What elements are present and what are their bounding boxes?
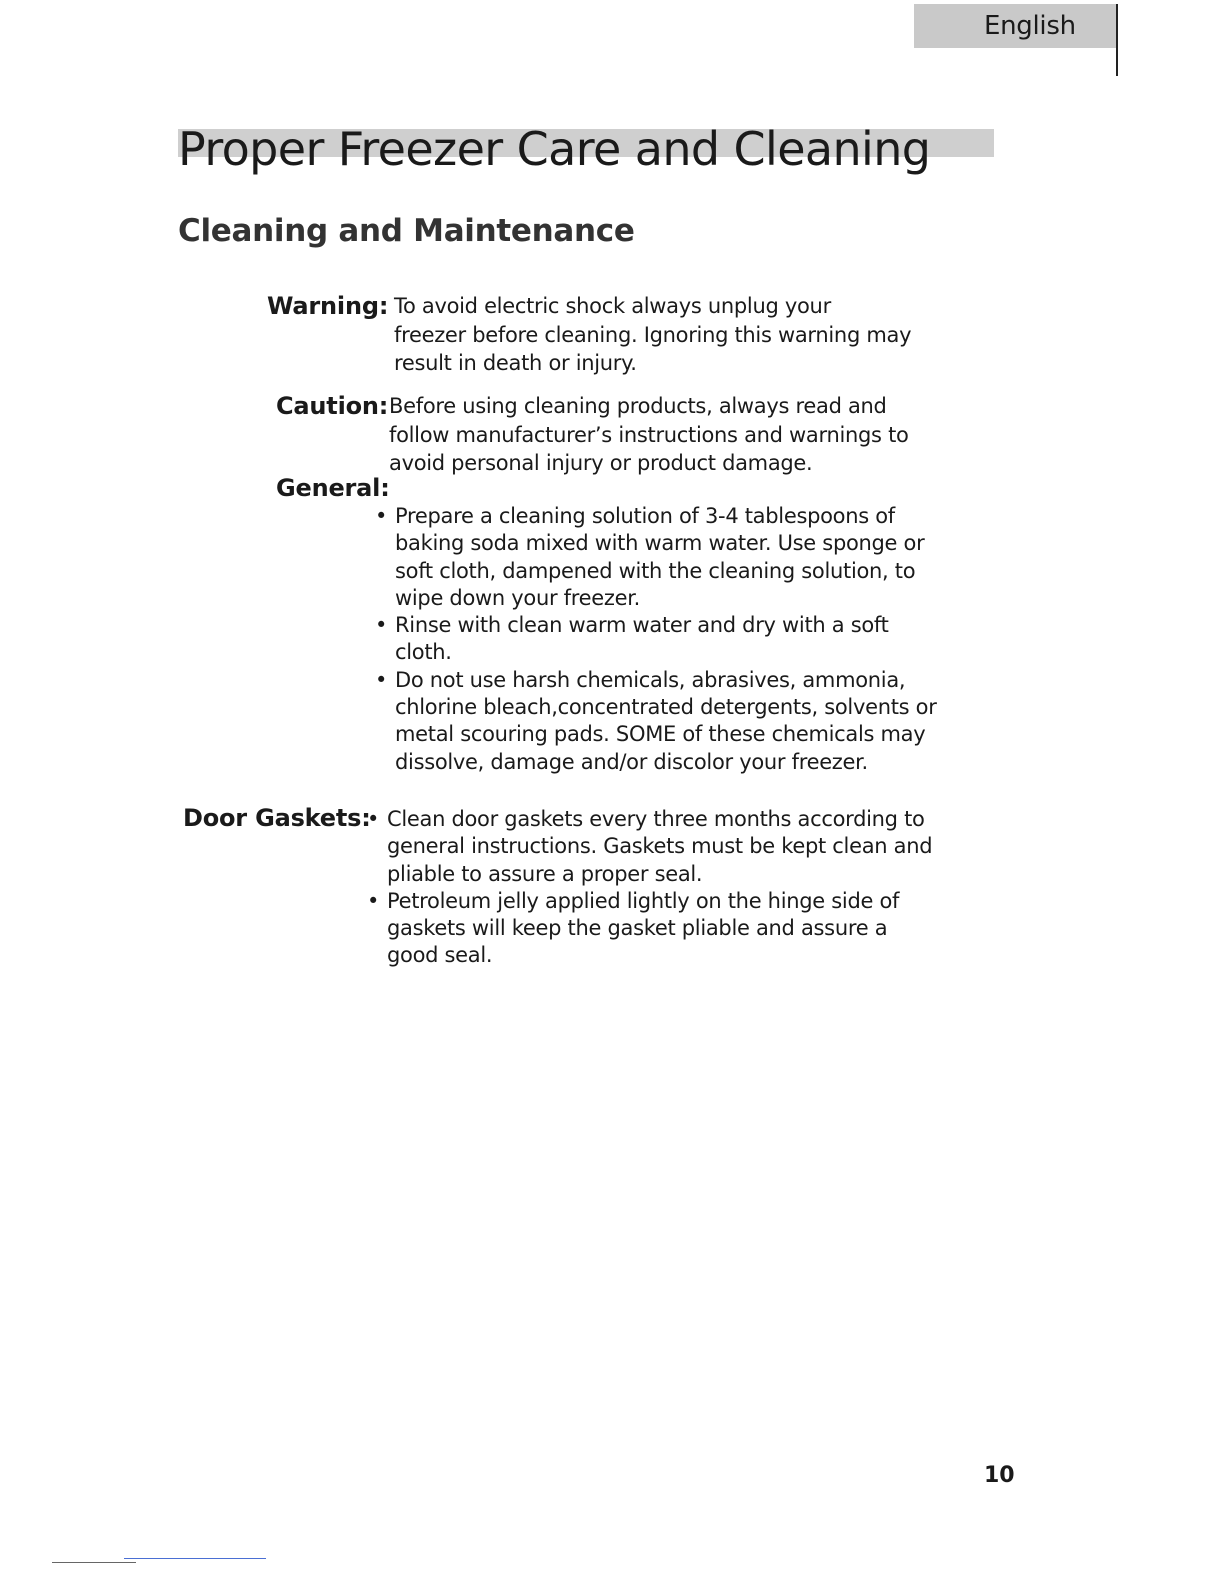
caution-label: Caution: (276, 392, 389, 420)
bullet-line: baking soda mixed with warm water. Use sponge or (395, 531, 925, 556)
general-label: General: (276, 474, 390, 502)
warning-text (394, 292, 911, 378)
bullet-line: good seal. (387, 943, 493, 968)
bullet-line: dissolve, damage and/or discolor your freezer. (395, 749, 868, 774)
bullet-line: Prepare a cleaning solution of 3-4 tablespoons of (395, 504, 895, 528)
caution-line: follow manufacturer’s instructions and warnings to (389, 422, 909, 447)
general-bullet-item (375, 503, 937, 612)
footer-rule (52, 1562, 136, 1563)
language-tab (914, 4, 1116, 48)
bullet-glyph: • (375, 613, 388, 638)
caution-line: avoid personal injury or product damage. (389, 451, 813, 475)
page-title: Proper Freezer Care and Cleaning (178, 122, 931, 176)
language-tab-divider (1116, 4, 1118, 76)
bullet-line: soft cloth, dampened with the cleaning solution, to (395, 558, 916, 583)
section-title: Cleaning and Maintenance (178, 213, 635, 249)
bullet-line: metal scouring pads. SOME of these chemicals may (395, 722, 926, 747)
warning-line: result in death or injury. (394, 351, 637, 375)
bullet-line: pliable to assure a proper seal. (387, 861, 703, 886)
warning-label: Warning: (267, 292, 389, 320)
footer-link-rule (124, 1558, 266, 1559)
bullet-line: Clean door gaskets every three months according to (387, 807, 925, 831)
bullet-line: wipe down your freezer. (395, 585, 640, 610)
door-gaskets-bullet-item (367, 888, 932, 970)
caution-text (389, 392, 909, 478)
bullet-line: general instructions. Gaskets must be kept clean and (387, 834, 933, 859)
page-number: 10 (984, 1463, 1015, 1488)
door-gaskets-label: Door Gaskets: (183, 804, 371, 832)
caution-line: Before using cleaning products, always read and (389, 394, 887, 418)
bullet-glyph: • (367, 807, 380, 831)
bullet-line: Petroleum jelly applied lightly on the hinge side of (387, 888, 900, 913)
bullet-line: cloth. (395, 640, 452, 665)
bullet-line: Do not use harsh chemicals, abrasives, ammonia, (395, 667, 906, 692)
general-bullet-item (375, 612, 937, 667)
bullet-line: gaskets will keep the gasket pliable and assure a (387, 916, 888, 941)
bullet-glyph: • (367, 888, 380, 913)
door-gaskets-bullet-list (367, 806, 932, 970)
door-gaskets-bullet-item (367, 806, 932, 888)
general-bullet-item (375, 667, 937, 776)
language-tab-label: English (984, 11, 1076, 41)
bullet-line: chlorine bleach,concentrated detergents, solvents or (395, 695, 937, 720)
bullet-glyph: • (375, 667, 388, 692)
general-bullet-list (375, 503, 937, 776)
bullet-line: Rinse with clean warm water and dry with a soft (395, 613, 889, 638)
bullet-glyph: • (375, 504, 388, 528)
warning-line: To avoid electric shock always unplug your (394, 294, 831, 318)
warning-line: freezer before cleaning. Ignoring this warning may (394, 322, 912, 347)
